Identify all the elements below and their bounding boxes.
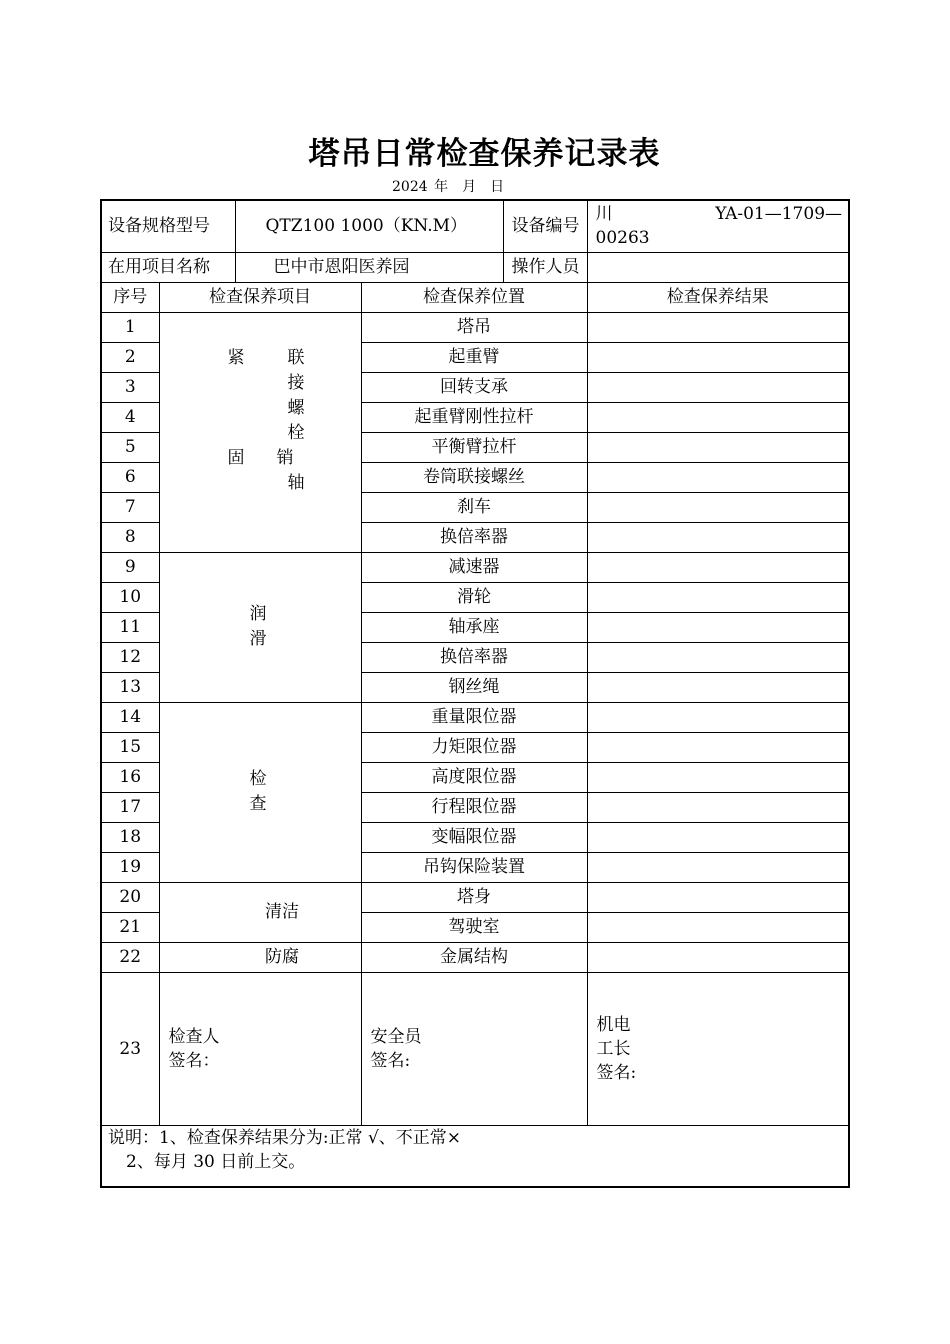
position-cell: 力矩限位器 (361, 732, 587, 762)
result-cell[interactable] (587, 672, 849, 702)
operator-value (587, 252, 849, 282)
row-number: 23 (101, 972, 159, 1125)
safety-signature-cell[interactable] (361, 972, 587, 1125)
electrician-signature-cell[interactable] (587, 972, 849, 1125)
position-cell: 变幅限位器 (361, 822, 587, 852)
inspector-label: 检查人 (168, 1026, 220, 1047)
row-number: 1 (101, 312, 159, 342)
page-title: 塔吊日常检查保养记录表 (308, 136, 661, 172)
project-value: 巴中市恩阳医养园 (235, 252, 503, 282)
position-cell: 金属结构 (361, 942, 587, 972)
col-header-result: 检查保养结果 (587, 282, 849, 312)
group-fasten-char: 销 (276, 447, 294, 468)
group-lube (159, 552, 361, 702)
result-cell[interactable] (587, 552, 849, 582)
col-header-no: 序号 (101, 282, 159, 312)
result-cell[interactable] (587, 522, 849, 552)
position-cell: 卷筒联接螺丝 (361, 462, 587, 492)
position-cell: 重量限位器 (361, 702, 587, 732)
row-number: 11 (101, 612, 159, 642)
row-number: 13 (101, 672, 159, 702)
table-row (101, 552, 849, 582)
group-lube-char: 滑 (249, 628, 267, 649)
group-check-char: 查 (249, 793, 267, 814)
row-number: 18 (101, 822, 159, 852)
row-number: 12 (101, 642, 159, 672)
position-cell: 减速器 (361, 552, 587, 582)
number-label: 设备编号 (503, 200, 587, 252)
result-cell[interactable] (587, 762, 849, 792)
number-value (587, 200, 849, 252)
position-cell: 起重臂 (361, 342, 587, 372)
notes-row (101, 1125, 849, 1187)
position-cell: 换倍率器 (361, 642, 587, 672)
row-number: 4 (101, 402, 159, 432)
group-clean: 清洁 (159, 882, 361, 942)
position-cell: 回转支承 (361, 372, 587, 402)
group-fasten-char: 接 (287, 372, 305, 393)
number-main: YA-01—1709— (715, 204, 843, 225)
note-line: 2、每月 30 日前上交。 (126, 1151, 306, 1172)
group-lube-char: 润 (249, 603, 267, 624)
row-number: 14 (101, 702, 159, 732)
model-value: QTZ100 1000（KN.M） (235, 200, 503, 252)
position-cell: 平衡臂拉杆 (361, 432, 587, 462)
note-line: 说明：1、检查保养结果分为:正常 √、不正常× (108, 1127, 462, 1148)
group-fasten-char: 固 (227, 447, 245, 468)
position-cell: 行程限位器 (361, 792, 587, 822)
result-cell[interactable] (587, 882, 849, 912)
column-header-row (101, 282, 849, 312)
result-cell[interactable] (587, 462, 849, 492)
row-number: 15 (101, 732, 159, 762)
table-row (101, 942, 849, 972)
position-cell: 换倍率器 (361, 522, 587, 552)
group-fasten-char: 螺 (287, 397, 305, 418)
project-label: 在用项目名称 (101, 252, 235, 282)
inspector-sign-label: 签名： (168, 1050, 220, 1071)
group-check (159, 702, 361, 882)
electrician-label: 工长 (596, 1038, 631, 1059)
row-number: 21 (101, 912, 159, 942)
result-cell[interactable] (587, 582, 849, 612)
position-cell: 起重臂刚性拉杆 (361, 402, 587, 432)
position-cell: 刹车 (361, 492, 587, 522)
col-header-position: 检查保养位置 (361, 282, 587, 312)
result-cell[interactable] (587, 822, 849, 852)
result-cell[interactable] (587, 312, 849, 342)
row-number: 6 (101, 462, 159, 492)
position-cell: 高度限位器 (361, 762, 587, 792)
row-number: 22 (101, 942, 159, 972)
row-number: 19 (101, 852, 159, 882)
row-number: 10 (101, 582, 159, 612)
number-prefix: 川 (595, 204, 613, 225)
signature-row (101, 972, 849, 1125)
record-table (100, 199, 850, 1188)
position-cell: 轴承座 (361, 612, 587, 642)
group-fasten-char: 联 (287, 347, 305, 368)
result-cell[interactable] (587, 642, 849, 672)
row-number: 20 (101, 882, 159, 912)
row-number: 9 (101, 552, 159, 582)
result-cell[interactable] (587, 612, 849, 642)
number-tail: 00263 (595, 228, 650, 249)
col-header-item: 检查保养项目 (159, 282, 361, 312)
result-cell[interactable] (587, 852, 849, 882)
result-cell[interactable] (587, 942, 849, 972)
position-cell: 塔身 (361, 882, 587, 912)
position-cell: 滑轮 (361, 582, 587, 612)
position-cell: 钢丝绳 (361, 672, 587, 702)
position-cell: 吊钩保险装置 (361, 852, 587, 882)
record-date: 2024 年 月 日 (392, 179, 505, 195)
row-number: 17 (101, 792, 159, 822)
result-cell[interactable] (587, 792, 849, 822)
group-fasten-char: 紧 (227, 347, 245, 368)
inspector-signature-cell[interactable] (159, 972, 361, 1125)
result-cell[interactable] (587, 342, 849, 372)
result-cell[interactable] (587, 702, 849, 732)
row-number: 8 (101, 522, 159, 552)
row-number: 2 (101, 342, 159, 372)
table-row (101, 312, 849, 342)
row-number: 3 (101, 372, 159, 402)
header-row-model (101, 200, 849, 252)
notes-cell (101, 1125, 849, 1187)
position-cell: 驾驶室 (361, 912, 587, 942)
result-cell[interactable] (587, 492, 849, 522)
position-cell: 塔吊 (361, 312, 587, 342)
table-row (101, 702, 849, 732)
group-check-char: 检 (249, 768, 267, 789)
electrician-sign-label: 签名: (596, 1062, 637, 1083)
result-cell[interactable] (587, 912, 849, 942)
row-number: 7 (101, 492, 159, 522)
group-fasten (159, 312, 361, 552)
header-row-project (101, 252, 849, 282)
safety-sign-label: 签名: (370, 1050, 411, 1071)
electrician-label: 机电 (596, 1014, 631, 1035)
operator-label: 操作人员 (503, 252, 587, 282)
result-cell[interactable] (587, 402, 849, 432)
table-row (101, 882, 849, 912)
row-number: 5 (101, 432, 159, 462)
result-cell[interactable] (587, 732, 849, 762)
model-label: 设备规格型号 (101, 200, 235, 252)
row-number: 16 (101, 762, 159, 792)
group-fasten-char: 轴 (287, 472, 305, 493)
safety-label: 安全员 (370, 1026, 422, 1047)
result-cell[interactable] (587, 372, 849, 402)
result-cell[interactable] (587, 432, 849, 462)
group-anticorrosion: 防腐 (159, 942, 361, 972)
group-fasten-char: 栓 (287, 422, 305, 443)
